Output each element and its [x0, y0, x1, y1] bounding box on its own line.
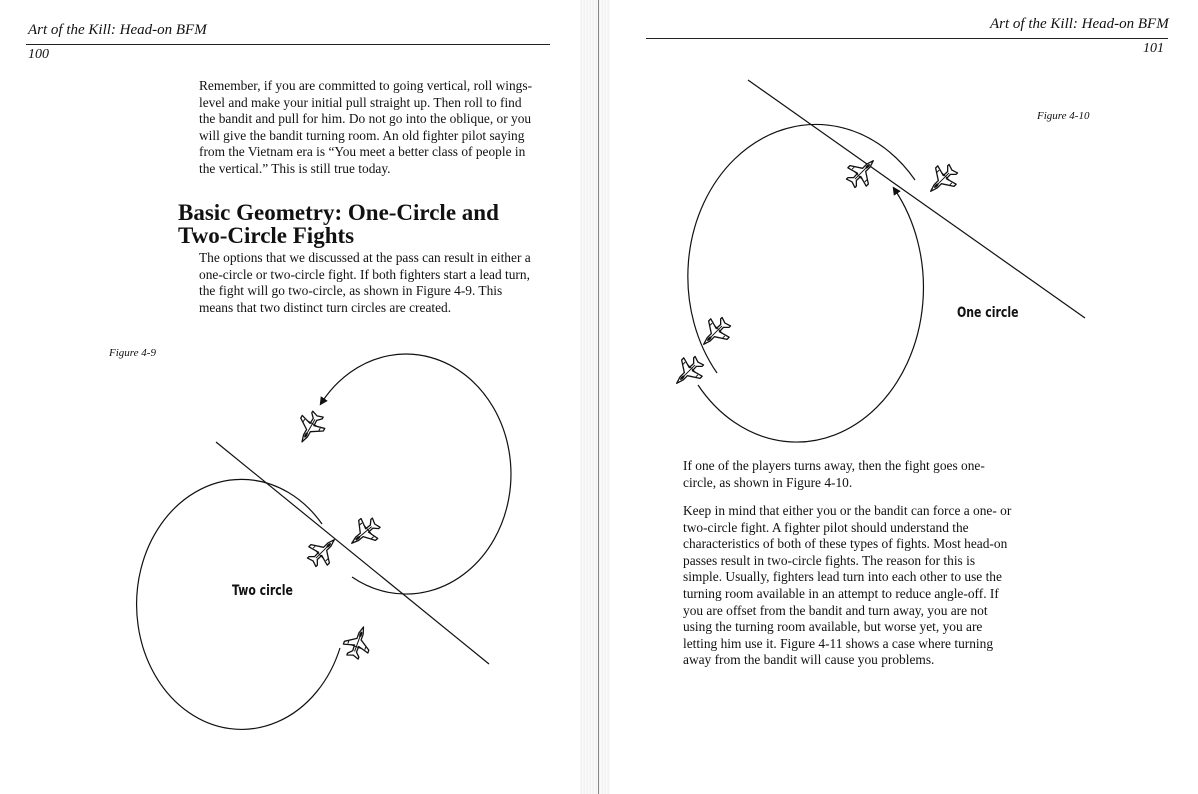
- fighter-jet-icon: [291, 408, 330, 449]
- one-turn-circle-right: [698, 190, 923, 442]
- right-paragraph-2: Keep in mind that either you or the bandit can force a one- or two-circle fight. A fighter pilot should understand the characteristics of both of these types of fights. Most head-on passes result in two-circle fights. The reason for this is simple. Usually, fighters lead turn into each other to use the turning room available in an attempt to reduce angle-off. If you are offset from the bandit and turn away, you are not using the turning room available, but worse yet, you are letting him use it. Figure 4-11 shows a case where turning away from the bandit will cause you problems.: [683, 503, 1012, 668]
- fighter-jet-icon: [340, 623, 375, 662]
- left-page-number: 100: [28, 47, 49, 62]
- figure-4-10-diagram: [667, 80, 1085, 442]
- initial-line-right: [748, 80, 1085, 318]
- fighter-jet-icon: [841, 151, 882, 192]
- left-paragraph-1: Remember, if you are committed to going vertical, roll wings-level and make your initial pull straight up. Then roll to find the bandit and pull for him. Do not go into the oblique, or you will give the bandit turning room. An old fighter pilot saying from the Vietnam era is “You meet a better class of people in the vertical.” This is still true today.: [199, 78, 533, 176]
- right-paragraph-1: If one of the players turns away, then the fight goes one-circle, as shown in Figure 4-10.: [683, 458, 985, 490]
- two-circle-label: Two circle: [232, 583, 293, 599]
- fighter-jet-icon: [302, 530, 343, 571]
- fighter-jet-icon: [921, 159, 962, 200]
- figure-4-10-caption: Figure 4-10: [1037, 110, 1090, 122]
- right-running-head: Art of the Kill: Head-on BFM: [990, 16, 1169, 32]
- right-header-rule: [646, 38, 1168, 39]
- left-running-head: Art of the Kill: Head-on BFM: [28, 22, 207, 38]
- right-turn-circle: [322, 354, 511, 594]
- fighter-jet-icon: [667, 351, 708, 392]
- section-heading: Basic Geometry: One-Circle and Two-Circle Fights: [178, 200, 499, 248]
- fighter-jet-icon: [694, 312, 735, 353]
- initial-line: [216, 442, 489, 664]
- one-circle-label: One circle: [957, 305, 1019, 321]
- left-turn-circle: [137, 479, 340, 729]
- figure-4-9-caption: Figure 4-9: [109, 347, 156, 359]
- left-paragraph-2: The options that we discussed at the pass can result in either a one-circle or two-circle fight. If both fighters start a lead turn, the fight will go two-circle, as shown in Figure 4-9. This means that two distinct turn circles are created.: [199, 250, 531, 315]
- fighter-jet-icon: [343, 513, 384, 553]
- right-page-number: 101: [1143, 41, 1164, 56]
